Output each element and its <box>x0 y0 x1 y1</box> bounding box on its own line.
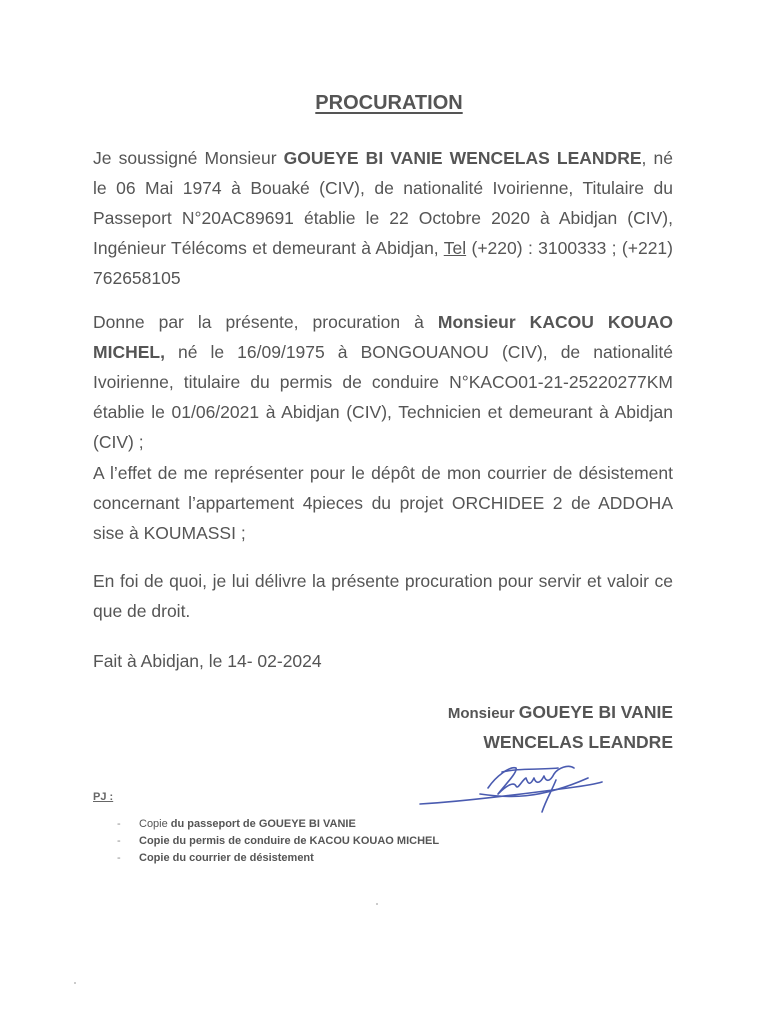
document-title: PROCURATION <box>315 92 463 114</box>
grantor-name: GOUEYE BI VANIE WENCELAS LEANDRE <box>283 148 642 168</box>
signatory-prefix: Monsieur <box>447 705 519 722</box>
grantor-intro: Je soussigné Monsieur <box>93 148 284 168</box>
closing-paragraph: En foi de quoi, je lui délivre la présente procuration pour servir et valoir ce que de droit. <box>93 571 673 621</box>
grantee-paragraph <box>93 307 673 457</box>
handwritten-signature <box>418 758 608 820</box>
place-date: Fait à Abidjan, le 14- 02-2024 <box>93 651 322 671</box>
scan-speck <box>74 982 76 984</box>
attachments-label: PJ : <box>93 791 114 803</box>
attachments-list <box>117 816 439 867</box>
attachment-item: - Copie du passeport de GOUEYE BI VANIE <box>117 816 439 833</box>
tel-label: Tel <box>443 238 467 258</box>
grantee-intro: Donne par la présente, procuration à <box>93 312 438 332</box>
attachment-item: - Copie du courrier de désistement <box>117 850 439 867</box>
grantor-phones: (+220) : 3100333 ; (+221) 762658105 <box>93 238 673 288</box>
grantor-paragraph <box>93 143 673 293</box>
grantor-details: , né le 06 Mai 1974 à Bouaké (CIV), de nationalité Ivoirienne, Titulaire du Passeport N°20AC89691 établie le 22 Octobre 2020 à Abidjan (CIV), Ingénieur Télécoms et demeurant à Abidjan, <box>93 148 673 258</box>
signatory-name-line2: WENCELAS LEANDRE <box>483 732 673 752</box>
grantee-name: Monsieur KACOU KOUAO MICHEL, <box>93 312 674 362</box>
signatory-name-line1: GOUEYE BI VANIE <box>518 702 673 722</box>
purpose-paragraph: A l’effet de me représenter pour le dépôt de mon courrier de désistement concernant l’appartement 4pieces du projet ORCHIDEE 2 de ADDOHA sise à KOUMASSI ; <box>93 463 673 543</box>
signatory-name <box>448 698 673 756</box>
grantee-details: né le 16/09/1975 à BONGOUANOU (CIV), de nationalité Ivoirienne, titulaire du permis de conduire N°KACO01-21-25220277KM établie le 01/06/2021 à Abidjan (CIV), Technicien et demeurant à Abidjan (CIV) ; <box>93 342 673 452</box>
attachment-item: - Copie du permis de conduire de KACOU KOUAO MICHEL <box>117 833 439 850</box>
scan-speck <box>376 903 378 905</box>
